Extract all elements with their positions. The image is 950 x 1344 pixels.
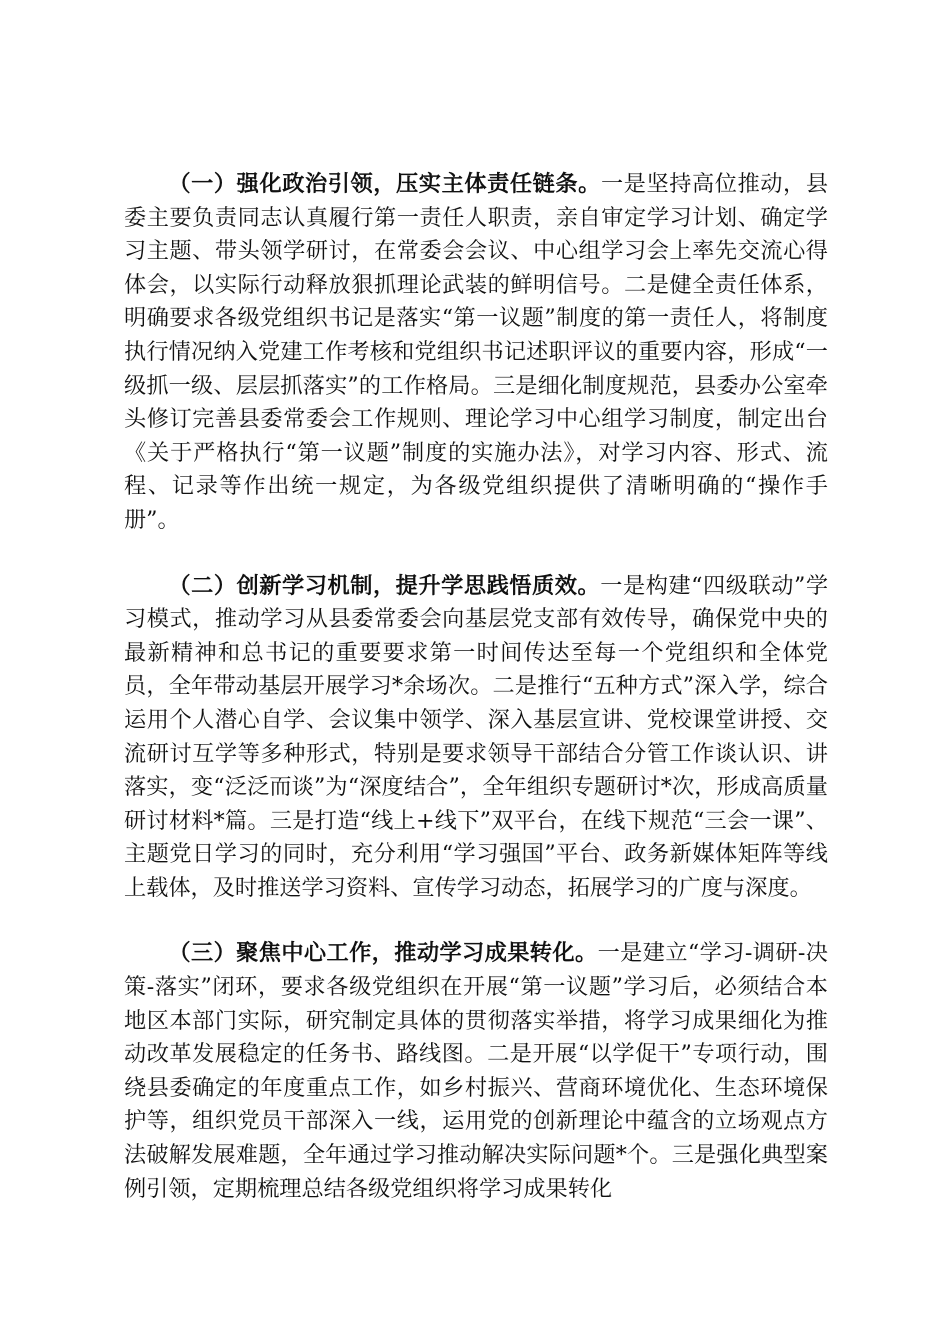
section-1-heading: （一）强化政治引领，压实主体责任链条。	[168, 171, 601, 197]
section-3-paragraph	[124, 937, 828, 1206]
section-3-heading: （三）聚焦中心工作，推动学习成果转化。	[168, 940, 598, 967]
section-1-body: 一是坚持高位推动，县委主要负责同志认真履行第一责任人职责，亲自审定学习计划、确定学习主题、带头领学研讨，在常委会会议、中心组学习会上率先交流心得体会，以实际行动释放狠抓理论武装的鲜明信号。二是健全责任体系，明确要求各级党组织书记是落实“第一议题”制度的第一责任人，将制度执行情况纳入党建工作考核和党组织书记述职评议的重要内容，形成“一级抓一级、层层抓落实”的工作格局。三是细化制度规范，县委办公室牵头修订完善县委常委会工作规则、理论学习中心组学习制度，制定出台《关于严格执行“第一议题”制度的实施办法》，对学习内容、形式、流程、记录等作出统一规定，为各级党组织提供了清晰明确的“操作手册”。	[124, 171, 829, 533]
section-3-body: 一是建立“学习-调研-决策-落实”闭环，要求各级党组织在开展“第一议题”学习后，必须结合本地区本部门实际，研究制定具体的贯彻落实举措，将学习成果细化为推动改革发展稳定的任务书、路线图。二是开展“以学促干”专项行动，围绕县委确定的年度重点工作，如乡村振兴、营商环境优化、生态环境保护等，组织党员干部深入一线，运用党的创新理论中蕴含的立场观点方法破解发展难题，全年通过学习推动解决实际问题*个。三是强化典型案例引领，定期梳理总结各级党组织将学习成果转化	[124, 940, 828, 1202]
section-2-paragraph	[124, 570, 828, 906]
section-2-heading: （二）创新学习机制，提升学思践悟质效。	[168, 572, 601, 599]
document-page	[124, 168, 828, 1238]
section-1-paragraph	[124, 168, 828, 538]
section-2-body: 一是构建“四级联动”学习模式，推动学习从县委常委会向基层党支部有效传导，确保党中央的最新精神和总书记的重要要求第一时间传达至每一个党组织和全体党员，全年带动基层开展学习*余场次。二是推行“五种方式”深入学，综合运用个人潜心自学、会议集中领学、深入基层宣讲、党校课堂讲授、交流研讨互学等多种形式，特别是要求领导干部结合分管工作谈认识、讲落实，变“泛泛而谈”为“深度结合”，全年组织专题研讨*次，形成高质量研讨材料*篇。三是打造“线上+线下”双平台，在线下规范“三会一课”、主题党日学习的同时，充分利用“学习强国”平台、政务新媒体矩阵等线上载体，及时推送学习资料、宣传学习动态，拓展学习的广度与深度。	[124, 572, 829, 901]
